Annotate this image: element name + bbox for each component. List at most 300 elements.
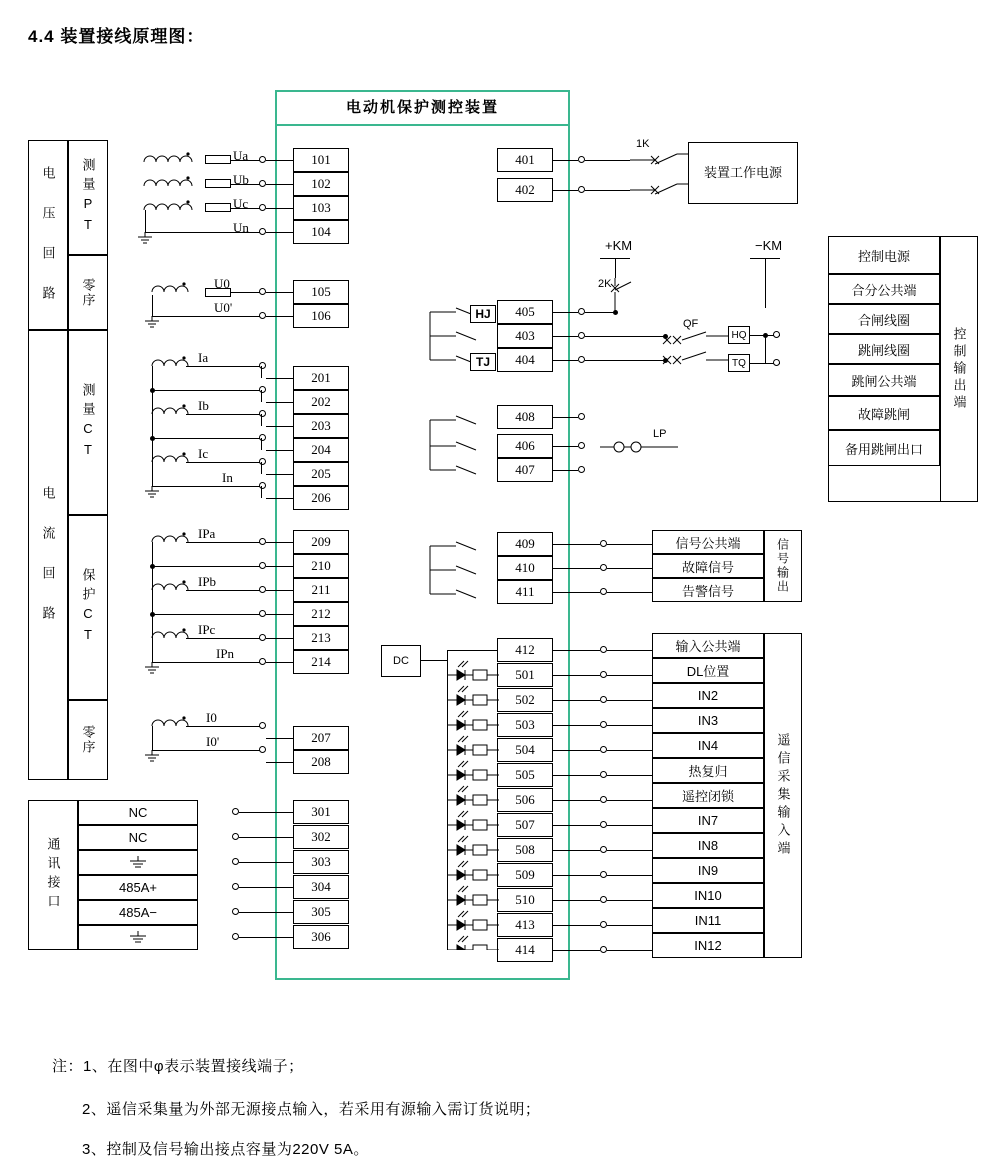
signal-output-row-2: 告警信号 (652, 578, 764, 602)
terminal-102[interactable]: 102 (293, 172, 349, 196)
junction-dot (663, 334, 668, 339)
input-row-8: IN8 (652, 833, 764, 858)
signal-label-ipb: IPb (198, 574, 217, 589)
note-1: 注：1、在图中φ表示装置接线端子； (52, 1058, 304, 1075)
qf-label: QF (683, 318, 699, 330)
terminal-406[interactable]: 406 (497, 434, 553, 458)
earth-icon-pt-zero (143, 316, 163, 330)
signal-output-row-1: 故障信号 (652, 554, 764, 578)
signal-label-i0p: I0' (206, 734, 220, 749)
junction-dot (150, 436, 155, 441)
junction-dot (150, 612, 155, 617)
power-supply-label: 装置工作电源 (703, 165, 782, 181)
control-output-row-1: 合分公共端 (828, 274, 940, 304)
wire-302 (239, 837, 293, 838)
comm-row-nc-1: NC (78, 800, 198, 825)
wire-104 (266, 232, 293, 233)
hj-label-box: HJ (470, 305, 496, 323)
wire-506-tab (607, 800, 652, 801)
terminal-414[interactable]: 414 (497, 938, 553, 962)
input-row-7: IN7 (652, 808, 764, 833)
switch-1k-label: 1K (636, 138, 650, 150)
terminal-marker (232, 908, 239, 915)
junction-dot (150, 564, 155, 569)
wire-402b (585, 190, 630, 191)
junction-dot (613, 310, 618, 315)
wire-401b (585, 160, 630, 161)
terminal-marker (578, 413, 585, 420)
terminal-marker (578, 156, 585, 163)
control-output-row-6: 备用跳闸出口 (828, 430, 940, 466)
terminal-504[interactable]: 504 (497, 738, 553, 762)
wire-412 (447, 650, 497, 651)
control-output-row-0: 控制电源 (828, 236, 940, 274)
wire-un (145, 232, 261, 233)
wire-106 (266, 316, 293, 317)
signal-label-ua: Ua (233, 148, 249, 163)
terminal-marker (259, 586, 266, 593)
wire-jog (261, 462, 262, 474)
wire-404b (585, 360, 665, 361)
terminal-marker (259, 658, 266, 665)
terminal-marker (600, 540, 607, 547)
plus-km-label: +KM (605, 238, 633, 253)
terminal-marker (600, 896, 607, 903)
pt-fuse-c (205, 203, 231, 212)
signal-label-ib: Ib (198, 398, 209, 413)
minus-km-rail (765, 335, 766, 363)
wire-206b (266, 498, 293, 499)
control-output-row-3: 跳闸线圈 (828, 334, 940, 364)
terminal-210[interactable]: 210 (293, 554, 349, 578)
wire-508-out (553, 850, 600, 851)
input-row-0: 输入公共端 (652, 633, 764, 658)
input-row-11: IN11 (652, 908, 764, 933)
wire-210 (152, 566, 261, 567)
wire-509-tab (607, 875, 652, 876)
terminal-marker (259, 538, 266, 545)
wire-408 (553, 417, 578, 418)
wire-503-tab (607, 725, 652, 726)
terminal-403[interactable]: 403 (497, 324, 553, 348)
input-row-1: DL位置 (652, 658, 764, 683)
wire-212b (266, 614, 293, 615)
wire-204b (266, 450, 293, 451)
signal-label-u0p: U0' (214, 300, 233, 315)
comm-row-nc-2: NC (78, 825, 198, 850)
wire-505-tab (607, 775, 652, 776)
terminal-marker (600, 671, 607, 678)
ct-zero-coil (150, 712, 210, 738)
wire-202 (152, 390, 261, 391)
comm-row-earth-2 (78, 925, 198, 950)
terminal-marker (600, 846, 607, 853)
signal-label-uc: Uc (233, 196, 249, 211)
terminal-402[interactable]: 402 (497, 178, 553, 202)
terminal-marker (259, 204, 266, 211)
signal-label-i0: I0 (206, 710, 217, 725)
terminal-105[interactable]: 105 (293, 280, 349, 304)
input-row-9: IN9 (652, 858, 764, 883)
terminal-413[interactable]: 413 (497, 913, 553, 937)
terminal-202[interactable]: 202 (293, 390, 349, 414)
signal-label-ia: Ia (198, 350, 209, 365)
ct-return-bus (152, 366, 153, 486)
wire-411 (553, 592, 600, 593)
switch-2k-icon (606, 276, 636, 316)
signal-label-ipn: IPn (216, 646, 235, 661)
terminal-404[interactable]: 404 (497, 348, 553, 372)
terminal-marker (232, 833, 239, 840)
wire-ipc (186, 638, 261, 639)
comm-row-485a-minus: 485A− (78, 900, 198, 925)
terminal-304[interactable]: 304 (293, 875, 349, 899)
terminal-206[interactable]: 206 (293, 486, 349, 510)
terminal-209[interactable]: 209 (293, 530, 349, 554)
wire-ia (186, 366, 261, 367)
device-title: 电动机保护测控装置 (345, 99, 499, 116)
earth-icon-comm-1 (127, 855, 149, 871)
plus-km-drop (615, 258, 616, 278)
comm-row-earth-1 (78, 850, 198, 875)
wire-i0p (152, 750, 261, 751)
wire-412-tab (607, 650, 652, 651)
terminal-marker (600, 871, 607, 878)
lp-label: LP (653, 428, 667, 440)
wire-406 (553, 446, 578, 447)
dc-source-box: DC (381, 645, 421, 677)
wire-201 (266, 378, 293, 379)
wire-211b (266, 590, 293, 591)
wire-205 (266, 474, 293, 475)
terminal-106[interactable]: 106 (293, 304, 349, 328)
wire-ib (186, 414, 261, 415)
wire-202b (266, 402, 293, 403)
lp-link-icon (600, 438, 680, 458)
switch-1k-icon (625, 150, 695, 200)
device-title-separator (275, 124, 570, 126)
wire-510-out (553, 900, 600, 901)
terminal-marker (600, 796, 607, 803)
wire-504-tab (607, 750, 652, 751)
minus-km-drop (765, 258, 766, 308)
signal-label-un: Un (233, 220, 249, 235)
terminal-marker (600, 771, 607, 778)
terminal-marker (578, 442, 585, 449)
terminal-marker (259, 156, 266, 163)
input-row-6: 遥控闭锁 (652, 783, 764, 808)
terminal-marker (232, 933, 239, 940)
terminal-marker (578, 356, 585, 363)
terminal-301[interactable]: 301 (293, 800, 349, 824)
signal-label-ipc: IPc (198, 622, 216, 637)
internal-relay-contacts-signal (428, 534, 498, 604)
wire-u0 (231, 292, 261, 293)
terminal-214[interactable]: 214 (293, 650, 349, 674)
terminal-508[interactable]: 508 (497, 838, 553, 862)
earth-icon-pt (136, 232, 156, 246)
terminal-101[interactable]: 101 (293, 148, 349, 172)
terminal-104[interactable]: 104 (293, 220, 349, 244)
wire-uc (231, 208, 261, 209)
terminal-503[interactable]: 503 (497, 713, 553, 737)
terminal-marker (259, 722, 266, 729)
wire-301 (239, 812, 293, 813)
wire-jog (261, 414, 262, 426)
wire-ic (186, 462, 261, 463)
terminal-507[interactable]: 507 (497, 813, 553, 837)
terminal-103[interactable]: 103 (293, 196, 349, 220)
terminal-marker (600, 564, 607, 571)
wire-404 (553, 360, 578, 361)
terminal-marker (259, 634, 266, 641)
control-output-row-4: 跳闸公共端 (828, 364, 940, 396)
wire-501-tab (607, 675, 652, 676)
group-voltage-loop: 电 压 回 路 (28, 140, 68, 330)
wire-208 (266, 762, 293, 763)
group-protect-ct: 保护CT (68, 515, 108, 700)
signal-label-u0: U0 (214, 276, 230, 291)
terminal-506[interactable]: 506 (497, 788, 553, 812)
wire-414-out (553, 950, 600, 951)
wire-305 (239, 912, 293, 913)
wire-101 (266, 160, 293, 161)
earth-icon-comm-2 (127, 930, 149, 946)
wire-204 (152, 438, 261, 439)
wire-405 (553, 312, 578, 313)
wire-504-out (553, 750, 600, 751)
terminal-marker (600, 646, 607, 653)
wire-dc-out (421, 660, 447, 661)
wire-405b (585, 312, 615, 313)
wire-102 (266, 184, 293, 185)
wire-ua (231, 160, 261, 161)
control-output-side-label: 控制输出端 (940, 236, 978, 502)
group-measure-pt: 测量PT (68, 140, 108, 255)
signal-label-ub: Ub (233, 172, 249, 187)
wire-214 (152, 662, 261, 663)
wire-414-tab (607, 950, 652, 951)
note-3: 3、控制及信号输出接点容量为220V 5A。 (82, 1141, 369, 1158)
wire-209b (266, 542, 293, 543)
terminal-501[interactable]: 501 (497, 663, 553, 687)
wire-210b (266, 566, 293, 567)
wire-ipa (186, 542, 261, 543)
terminal-505[interactable]: 505 (497, 763, 553, 787)
opto-isolator-array (447, 658, 499, 950)
terminal-410[interactable]: 410 (497, 556, 553, 580)
terminal-207[interactable]: 207 (293, 726, 349, 750)
terminal-marker (773, 359, 780, 366)
wire-i0 (186, 726, 261, 727)
control-output-row-5: 故障跳闸 (828, 396, 940, 430)
input-row-2: IN2 (652, 683, 764, 708)
terminal-409[interactable]: 409 (497, 532, 553, 556)
wire-409b (607, 544, 652, 545)
earth-icon-pct (143, 662, 163, 676)
wire-304 (239, 887, 293, 888)
signal-label-in: In (222, 470, 233, 485)
terminal-509[interactable]: 509 (497, 863, 553, 887)
wire-503-out (553, 725, 600, 726)
terminal-marker (232, 858, 239, 865)
input-row-12: IN12 (652, 933, 764, 958)
wire-103 (266, 208, 293, 209)
group-current-loop: 电 流 回 路 (28, 330, 68, 780)
wire-jog (261, 486, 262, 498)
wire-un-vert (145, 210, 146, 232)
wire-jog (261, 390, 262, 402)
signal-output-side-label: 信号输出 (764, 530, 802, 602)
wire-501-out (553, 675, 600, 676)
terminal-407[interactable]: 407 (497, 458, 553, 482)
wire-ub (231, 184, 261, 185)
wire-502-tab (607, 700, 652, 701)
terminal-marker (578, 466, 585, 473)
group-zero-seq-1: 零序 (68, 255, 108, 330)
terminal-408[interactable]: 408 (497, 405, 553, 429)
switch-2k-label: 2K (598, 278, 612, 290)
wire-412-out (553, 650, 600, 651)
wire-403b (585, 336, 665, 337)
terminal-marker (259, 746, 266, 753)
terminal-marker (259, 180, 266, 187)
terminal-405[interactable]: 405 (497, 300, 553, 324)
terminal-306[interactable]: 306 (293, 925, 349, 949)
wire-203 (266, 426, 293, 427)
earth-icon-ct (143, 486, 163, 500)
wire-212 (152, 614, 261, 615)
terminal-marker (232, 808, 239, 815)
terminal-401[interactable]: 401 (497, 148, 553, 172)
pct-return-bus (152, 542, 153, 662)
terminal-marker (259, 610, 266, 617)
terminal-213[interactable]: 213 (293, 626, 349, 650)
wire-214b (266, 662, 293, 663)
terminal-marker (600, 721, 607, 728)
input-collect-side-label: 遥信采集输入端 (764, 633, 802, 958)
terminal-marker (578, 332, 585, 339)
wire-508-tab (607, 850, 652, 851)
pt-fuse-b (205, 179, 231, 188)
wire-507-tab (607, 825, 652, 826)
wire-506-out (553, 800, 600, 801)
terminal-510[interactable]: 510 (497, 888, 553, 912)
terminal-marker (600, 588, 607, 595)
wire-502-out (553, 700, 600, 701)
tq-coil-box: TQ (728, 354, 750, 372)
minus-km-label: −KM (755, 238, 783, 253)
terminal-marker (600, 821, 607, 828)
wire-213b (266, 638, 293, 639)
terminal-203[interactable]: 203 (293, 414, 349, 438)
wire-410 (553, 568, 600, 569)
terminal-502[interactable]: 502 (497, 688, 553, 712)
wire-413-tab (607, 925, 652, 926)
terminal-marker (232, 883, 239, 890)
wire-413-out (553, 925, 600, 926)
junction-dot (663, 358, 668, 363)
terminal-marker (578, 308, 585, 315)
input-row-3: IN3 (652, 708, 764, 733)
wire-ipb (186, 590, 261, 591)
control-output-row-2: 合闸线圈 (828, 304, 940, 334)
junction-dot (150, 388, 155, 393)
wire-401 (553, 160, 578, 161)
terminal-marker (259, 228, 266, 235)
signal-output-row-0: 信号公共端 (652, 530, 764, 554)
group-zero-seq-2: 零序 (68, 700, 108, 780)
wire-207 (266, 738, 293, 739)
wire-303 (239, 862, 293, 863)
terminal-211[interactable]: 211 (293, 578, 349, 602)
terminal-303[interactable]: 303 (293, 850, 349, 874)
wire-410b (607, 568, 652, 569)
terminal-marker (600, 746, 607, 753)
terminal-212[interactable]: 212 (293, 602, 349, 626)
page-title: 4.4 装置接线原理图： (28, 27, 205, 46)
signal-label-ipa: IPa (198, 526, 216, 541)
wire-510-tab (607, 900, 652, 901)
wire-306 (239, 937, 293, 938)
wire-206 (152, 486, 261, 487)
wire-402 (553, 190, 578, 191)
input-row-5: 热复归 (652, 758, 764, 783)
pt-zero-coil (150, 278, 210, 304)
terminal-305[interactable]: 305 (293, 900, 349, 924)
wire-jog (261, 438, 262, 450)
note-2: 2、遥信采集量为外部无源接点输入，若采用有源输入需订货说明； (82, 1101, 541, 1118)
terminal-208[interactable]: 208 (293, 750, 349, 774)
tj-label-box: TJ (470, 353, 496, 371)
terminal-205[interactable]: 205 (293, 462, 349, 486)
internal-relay-contacts-control2 (428, 408, 498, 478)
terminal-marker (578, 186, 585, 193)
comm-interface-side-label: 通讯接口 (28, 800, 78, 950)
wire-509-out (553, 875, 600, 876)
wire-jog (261, 366, 262, 378)
wire-u0p (152, 316, 261, 317)
earth-icon-ct-zero (143, 750, 163, 764)
pt-fuse-a (205, 155, 231, 164)
group-measure-ct: 测量CT (68, 330, 108, 515)
wire-507-out (553, 825, 600, 826)
power-supply-box (688, 142, 798, 204)
terminal-412[interactable]: 412 (497, 638, 553, 662)
wire-i0p-vert (152, 726, 153, 750)
terminal-302[interactable]: 302 (293, 825, 349, 849)
input-row-10: IN10 (652, 883, 764, 908)
terminal-411[interactable]: 411 (497, 580, 553, 604)
signal-label-ic: Ic (198, 446, 209, 461)
terminal-marker (259, 288, 266, 295)
terminal-204[interactable]: 204 (293, 438, 349, 462)
input-row-4: IN4 (652, 733, 764, 758)
wire-403 (553, 336, 578, 337)
terminal-marker (600, 921, 607, 928)
wire-u0p-vert (152, 295, 153, 316)
comm-row-485a-plus: 485A+ (78, 875, 198, 900)
terminal-marker (773, 331, 780, 338)
wire-505-out (553, 775, 600, 776)
wire-411b (607, 592, 652, 593)
wire-407 (553, 470, 578, 471)
terminal-marker (259, 312, 266, 319)
wire-105 (266, 292, 293, 293)
terminal-marker (259, 562, 266, 569)
hq-coil-box: HQ (728, 326, 750, 344)
terminal-201[interactable]: 201 (293, 366, 349, 390)
